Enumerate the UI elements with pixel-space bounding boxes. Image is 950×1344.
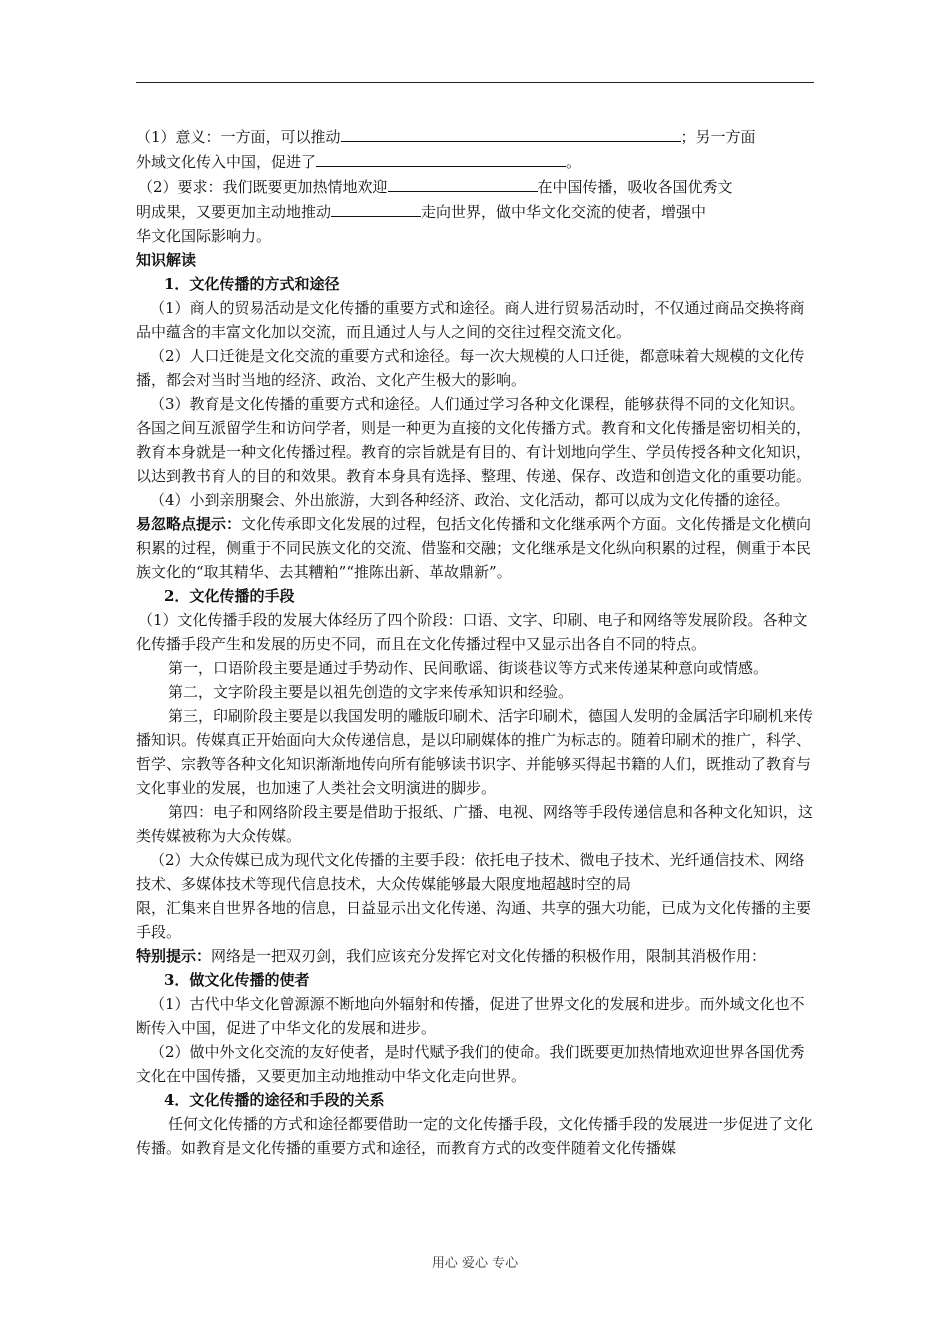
fill-blank[interactable] — [316, 149, 566, 167]
s3-paragraph-1: （1）古代中华文化曾源源不断地向外辐射和传播，促进了世界文化的发展和进步。而外域文化也不断传入中国，促进了中华文化的发展和进步。 — [136, 995, 805, 1037]
s2-paragraph-6b: 限，汇集来自世界各地的信息，日益显示出文化传递、沟通、共享的强大功能，已成为文化传播的主要手段。 — [136, 899, 812, 941]
s2-tip — [136, 944, 816, 968]
text: 明成果，又要更加主动地推动 — [136, 203, 332, 221]
s3-paragraph-2: （2）做中外文化交流的友好使者，是时代赋予我们的使命。我们既要更加热情地欢迎世界各国优秀文化在中国传播，又要更加主动地推动中华文化走向世界。 — [136, 1043, 805, 1085]
tip-label: 特别提示： — [136, 947, 212, 965]
fill-blank[interactable] — [341, 124, 681, 142]
text: ；另一方面 — [680, 128, 756, 146]
s2-paragraph-6a: （2）大众传媒已成为现代文化传播的主要手段：依托电子技术、微电子技术、光纤通信技术、网络技术、多媒体技术等现代信息技术，大众传媒能够最大限度地超越时空的局 — [136, 851, 805, 893]
tip-text: 文化传承即文化发展的过程，包括文化传播和文化继承两个方面。文化传播是文化横向积累的过程，侧重于不同民族文化的交流、借鉴和交融；文化继承是文化纵向积累的过程，侧重于本民族文化的“取其精华、去其糟粕”“推陈出新、革故鼎新”。 — [136, 515, 812, 581]
s1-tip — [136, 512, 816, 584]
text: （2）要求：我们既要更加热情地欢迎 — [138, 178, 388, 196]
intro-line-3 — [136, 174, 816, 199]
s2-paragraph-5: 第四：电子和网络阶段主要是借助于报纸、广播、电视、网络等手段传递信息和各种文化知识，这类传媒被称为大众传媒。 — [136, 803, 814, 845]
s1-paragraph-4: （4）小到亲朋聚会、外出旅游，大到各种经济、政治、文化活动，都可以成为文化传播的途径。 — [150, 491, 790, 509]
s2-paragraph-2: 第一，口语阶段主要是通过手势动作、民间歌谣、街谈巷议等方式来传递某种意向或情感。 — [168, 659, 769, 677]
intro-line-5: 华文化国际影响力。 — [136, 227, 272, 245]
text: 走向世界，做中华文化交流的使者，增强中 — [421, 203, 707, 221]
text: 在中国传播，吸收各国优秀文 — [537, 178, 733, 196]
s2-paragraph-3: 第二，文字阶段主要是以祖先创造的文字来传承知识和经验。 — [168, 683, 574, 701]
document-body — [136, 124, 816, 1160]
s1-paragraph-3: （3）教育是文化传播的重要方式和途径。人们通过学习各种文化课程，能够获得不同的文化知识。各国之间互派留学生和访问学者，则是一种更为直接的文化传播方式。教育和文化传播是密切相关的，教育本身就是一种文化传播过程。教育的宗旨就是有目的、有计划地向学生、学员传授各种文化知识，以达到教书育人的目的和效果。教育本身具有选择、整理、传递、保存、改造和创造文化的重要功能。 — [136, 395, 812, 485]
s4-paragraph-1: 任何文化传播的方式和途径都要借助一定的文化传播手段，文化传播手段的发展进一步促进了文化传播。如教育是文化传播的重要方式和途径，而教育方式的改变伴随着文化传播媒 — [136, 1115, 814, 1157]
tip-text: 网络是一把双刃剑，我们应该充分发挥它对文化传播的积极作用，限制其消极作用： — [211, 947, 767, 965]
section-title: 知识解读 — [136, 251, 197, 269]
text: 外域文化传入中国，促进了 — [136, 153, 317, 171]
intro-line-1 — [136, 124, 816, 149]
s1-paragraph-1: （1）商人的贸易活动是文化传播的重要方式和途径。商人进行贸易活动时，不仅通过商品交换将商品中蕴含的丰富文化加以交流，而且通过人与人之间的交往过程交流文化。 — [136, 299, 805, 341]
s4-title: 4．文化传播的途径和手段的关系 — [164, 1091, 385, 1109]
s1-title: 1．文化传播的方式和途径 — [164, 275, 340, 293]
header-rule — [136, 82, 814, 83]
text: 。 — [566, 153, 582, 171]
s2-title: 2．文化传播的手段 — [164, 587, 295, 605]
s1-paragraph-2: （2）人口迁徙是文化交流的重要方式和途径。每一次大规模的人口迁徙，都意味着大规模的文化传播，都会对当时当地的经济、政治、文化产生极大的影响。 — [136, 347, 805, 389]
page-footer: 用心 爱心 专心 — [431, 1256, 519, 1271]
intro-line-4 — [136, 199, 816, 224]
s3-title: 3．做文化传播的使者 — [164, 971, 310, 989]
s2-paragraph-4: 第三，印刷阶段主要是以我国发明的雕版印刷术、活字印刷术，德国人发明的金属活字印刷机来传播知识。传媒真正开始面向大众传递信息，是以印刷媒体的推广为标志的。随着印刷术的推广，科学、哲学、宗教等各种文化知识渐渐地传向所有能够读书识字、并能够买得起书籍的人们，既推动了教育与文化事业的发展，也加速了人类社会文明演进的脚步。 — [136, 707, 814, 797]
tip-label: 易忽略点提示： — [136, 515, 242, 533]
intro-line-2 — [136, 149, 816, 174]
text: （1）意义：一方面，可以推动 — [136, 128, 341, 146]
fill-blank[interactable] — [388, 174, 538, 192]
fill-blank[interactable] — [331, 199, 421, 217]
s2-paragraph-1: （1）文化传播手段的发展大体经历了四个阶段：口语、文字、印刷、电子和网络等发展阶段。各种文化传播手段产生和发展的历史不同，而且在文化传播过程中又显示出各自不同的特点。 — [136, 611, 808, 653]
